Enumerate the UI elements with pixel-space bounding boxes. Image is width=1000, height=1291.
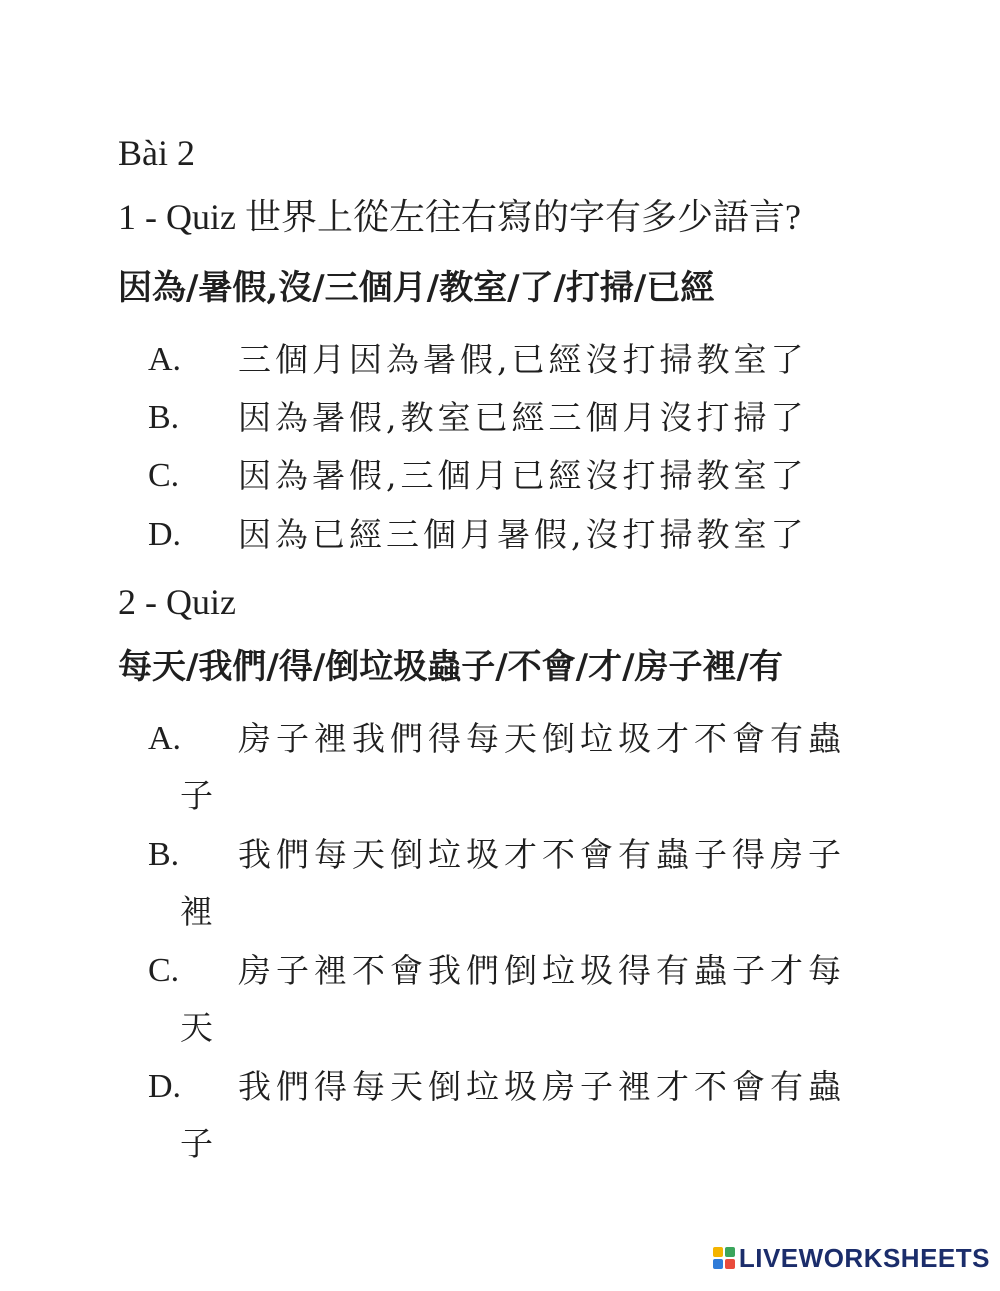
- logo-blocks-icon: [713, 1247, 735, 1269]
- option-letter: A.: [148, 720, 182, 757]
- question-2-option-a[interactable]: [148, 710, 868, 824]
- option-letter: B.: [148, 399, 180, 436]
- option-text: 房子裡不會我們倒垃圾得有蟲子才每天: [180, 951, 846, 1047]
- option-letter: A.: [148, 341, 182, 378]
- question-1-prompt: 因為/暑假,沒/三個月/教室/了/打掃/已經: [118, 268, 715, 308]
- logo-block: [713, 1259, 723, 1269]
- logo-block: [725, 1247, 735, 1257]
- option-letter: D.: [148, 516, 182, 553]
- option-letter: B.: [148, 836, 180, 873]
- logo-text: LIVEWORKSHEETS: [738, 1242, 990, 1273]
- option-text: 因為暑假,三個月已經沒打掃教室了: [238, 456, 808, 495]
- question-2-option-b[interactable]: [148, 826, 868, 940]
- worksheet-title: Bài 2: [118, 133, 195, 173]
- liveworksheets-logo[interactable]: [713, 1243, 990, 1273]
- option-letter: D.: [148, 1068, 182, 1105]
- logo-block: [713, 1247, 723, 1257]
- option-text: 我們每天倒垃圾才不會有蟲子得房子裡: [180, 835, 846, 931]
- option-text: 因為暑假,教室已經三個月沒打掃了: [238, 398, 808, 437]
- option-text: 我們得每天倒垃圾房子裡才不會有蟲子: [180, 1067, 846, 1163]
- question-1-option-a[interactable]: [148, 331, 868, 388]
- question-2-option-d[interactable]: [148, 1058, 868, 1172]
- question-2-option-c[interactable]: [148, 942, 868, 1056]
- question-1-option-c[interactable]: [148, 447, 868, 504]
- question-1-label: 1 - Quiz 世界上從左往右寫的字有多少語言?: [118, 197, 801, 237]
- option-text: 房子裡我們得每天倒垃圾才不會有蟲子: [180, 719, 846, 815]
- option-letter: C.: [148, 952, 180, 989]
- question-1-option-b[interactable]: [148, 389, 868, 446]
- question-1-option-d[interactable]: [148, 506, 868, 563]
- option-text: 因為已經三個月暑假,沒打掃教室了: [238, 515, 808, 554]
- question-2-prompt: 每天/我們/得/倒垃圾蟲子/不會/才/房子裡/有: [118, 647, 783, 687]
- question-2-label: 2 - Quiz: [118, 582, 236, 622]
- option-letter: C.: [148, 457, 180, 494]
- option-text: 三個月因為暑假,已經沒打掃教室了: [238, 340, 808, 379]
- logo-block: [725, 1259, 735, 1269]
